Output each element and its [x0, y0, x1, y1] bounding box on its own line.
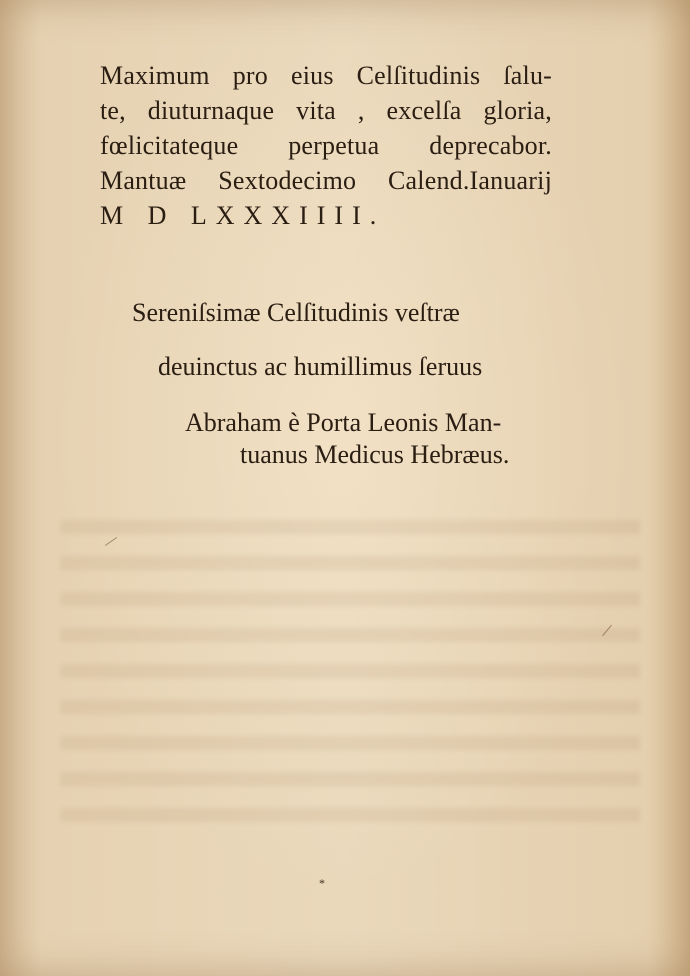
- paragraph-line-4: Mantuæ Sextodecimo Calend.Ianuarij: [100, 166, 552, 195]
- paper-mark: [105, 537, 117, 546]
- date-line: M D LXXXIIII.: [100, 201, 386, 230]
- paragraph-line-1: Maximum pro eius Celſitudinis ſalu-: [100, 61, 552, 90]
- signature-line-3: Abraham è Porta Leonis Man-: [185, 408, 502, 437]
- signature-line-1: Sereniſsimæ Celſitudinis veſtræ: [132, 298, 460, 327]
- paragraph-line-2: te, diuturnaque vita , excelſa gloria,: [100, 96, 552, 125]
- signature-line-4: tuanus Medicus Hebræus.: [240, 440, 510, 469]
- ornament-mark: *: [319, 876, 325, 890]
- show-through-text: [60, 520, 640, 840]
- paper-mark: [602, 625, 612, 636]
- signature-line-2: deuinctus ac humillimus ſeruus: [158, 352, 483, 381]
- paragraph-line-3: fœlicitateque perpetua deprecabor.: [100, 131, 552, 160]
- closing-paragraph: [100, 58, 552, 233]
